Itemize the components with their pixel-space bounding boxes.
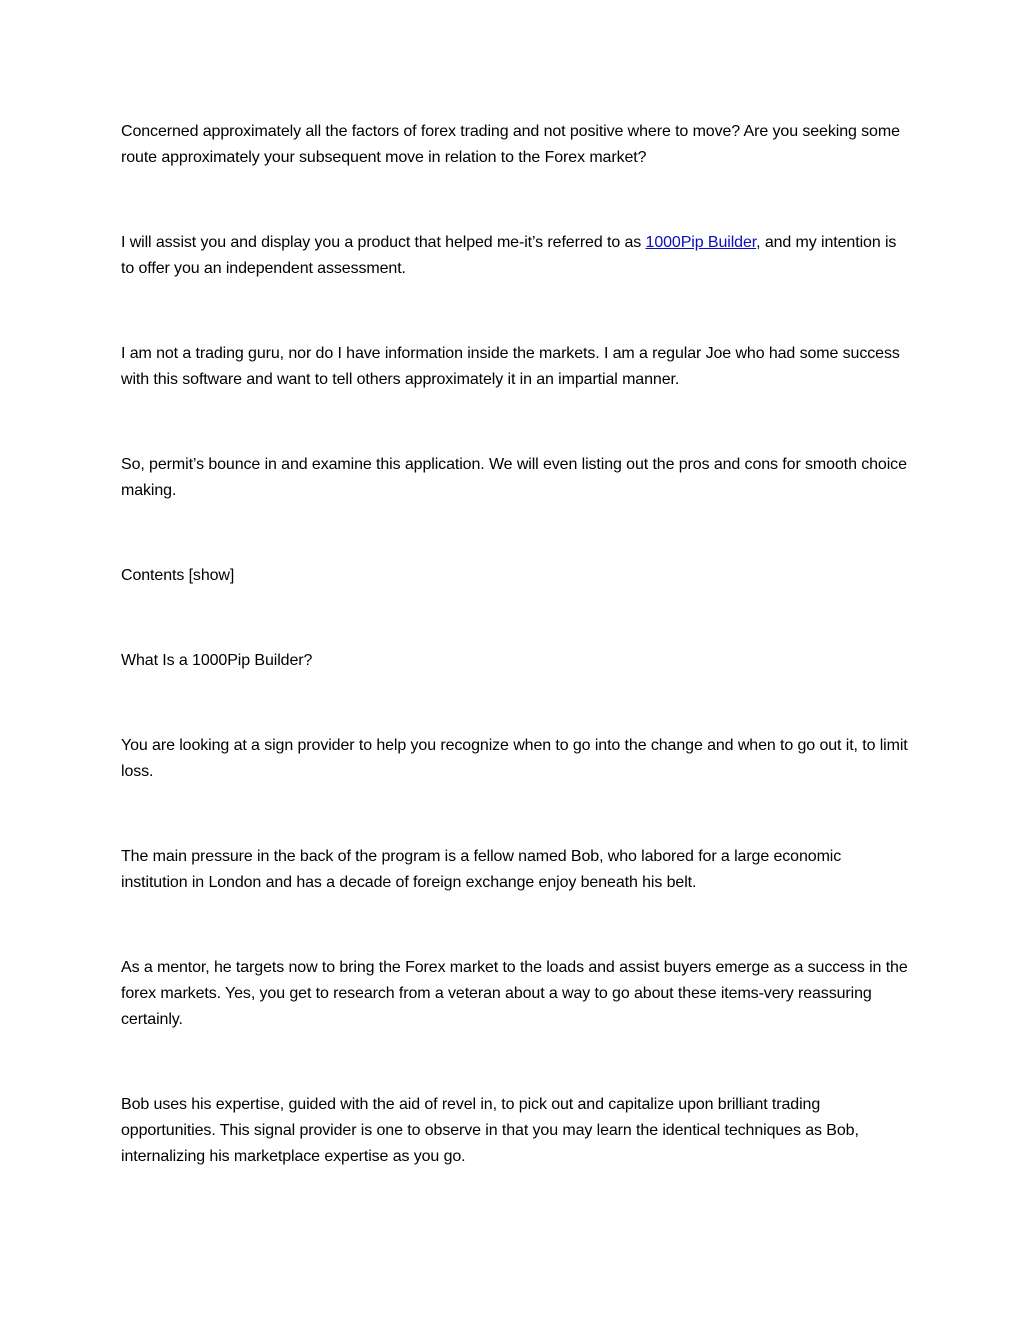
paragraph-product-intro xyxy=(121,230,911,282)
paragraph-bob-expertise: Bob uses his expertise, guided with the aid of revel in, to pick out and capitalize upon brilliant trading opportunities. This signal provider is one to observe in that you may learn the identical techniques as Bob, internalizing his marketplace expertise as you go. xyxy=(121,1096,859,1165)
paragraph-intro-question: Concerned approximately all the factors of forex trading and not positive where to move? Are you seeking some route approximately your subsequent move in relation to the Forex market? xyxy=(121,123,900,166)
paragraph-disclaimer: I am not a trading guru, nor do I have information inside the markets. I am a regular Joe who had some success with this software and want to tell others approximately it in an impartial manner. xyxy=(121,345,900,388)
paragraph-product-intro-before: I will assist you and display you a product that helped me-it’s referred to as xyxy=(121,234,646,251)
paragraph-product-intro-after: , and my intention is to offer you an independent assessment. xyxy=(121,234,897,277)
contents-toggle: Contents [show] xyxy=(121,567,235,584)
section-heading-what-is: What Is a 1000Pip Builder? xyxy=(121,652,313,669)
paragraph-bob-background: The main pressure in the back of the program is a fellow named Bob, who labored for a large economic institution in London and has a decade of foreign exchange enjoy beneath his belt. xyxy=(121,848,842,891)
paragraph-mentor: As a mentor, he targets now to bring the Forex market to the loads and assist buyers emerge as a success in the forex markets. Yes, you get to research from a veteran about a way to go about these items-very reassuring certainly. xyxy=(121,959,908,1028)
product-link[interactable]: 1000Pip Builder xyxy=(645,234,757,251)
paragraph-signal-provider: You are looking at a sign provider to help you recognize when to go into the change and when to go out it, to limit loss. xyxy=(121,737,908,780)
paragraph-lets-begin: So, permit’s bounce in and examine this application. We will even listing out the pros and cons for smooth choice making. xyxy=(121,456,907,499)
